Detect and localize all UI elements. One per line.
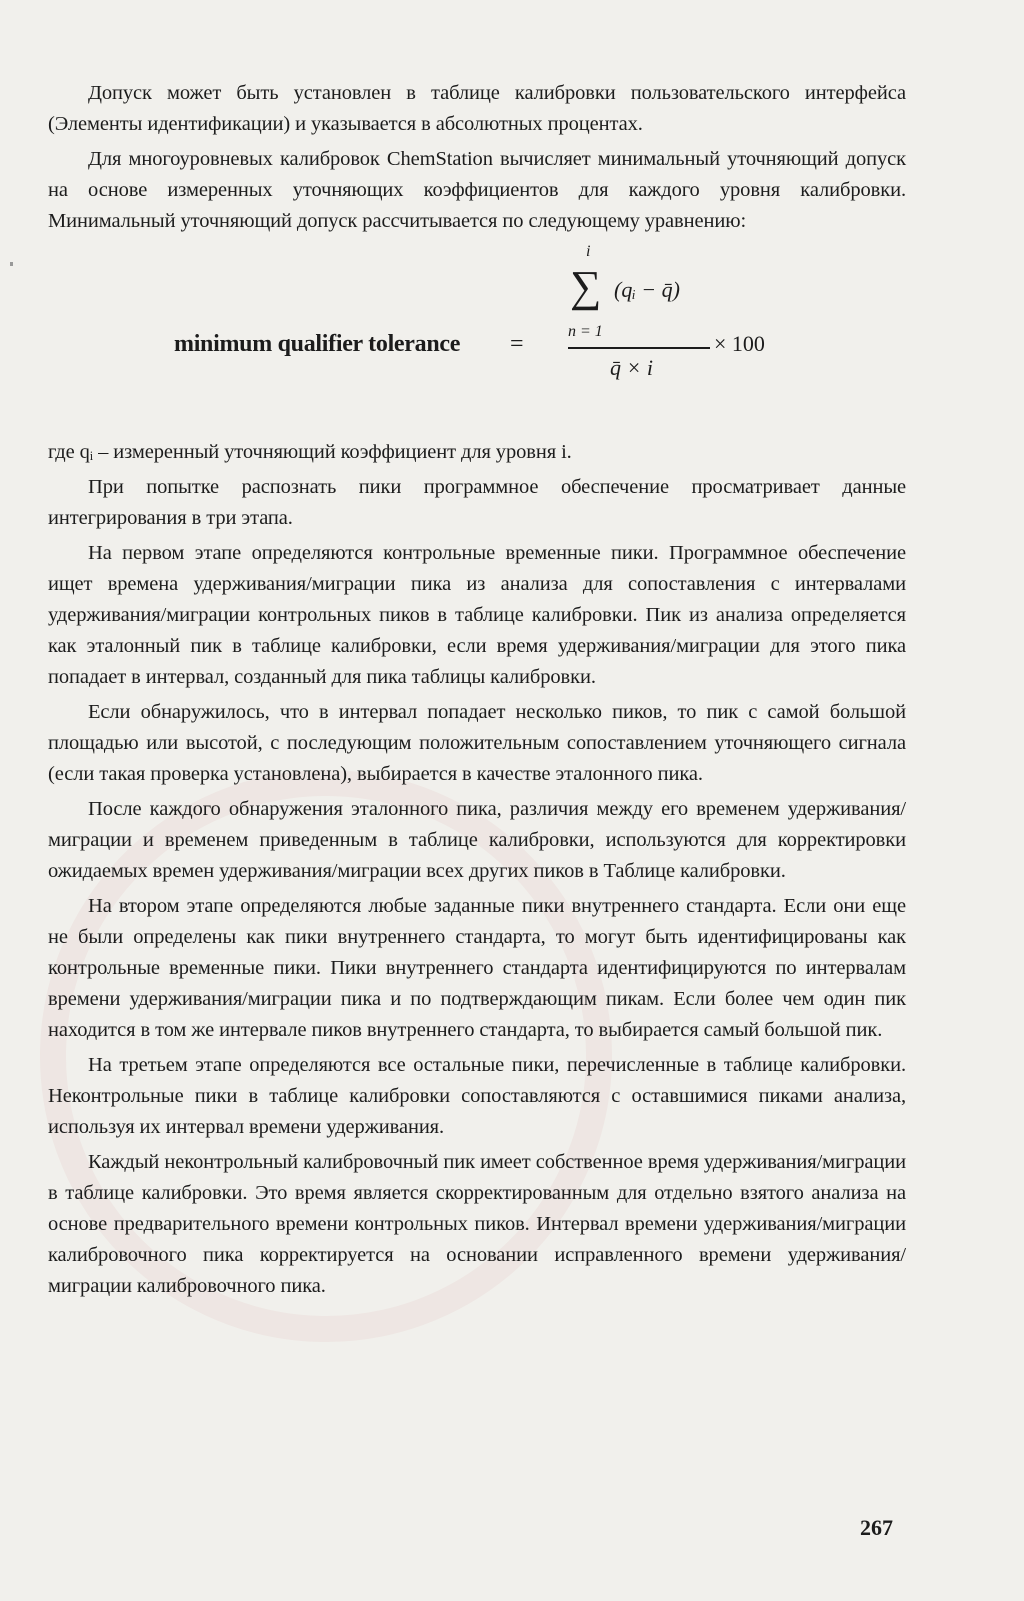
formula-multiplier: × 100: [714, 331, 765, 356]
paragraph-tolerance: Допуск может быть установлен в таблице калибровки пользовательского интерфейса (Элементы идентификации) и указывается в абсолютных процентах.: [48, 82, 906, 135]
margin-mark: [10, 262, 13, 266]
paragraph-reference-correction: После каждого обнаружения эталонного пика, различия между его временем удерживания/миграции и временем приведенным в таблице калибровки, используются для корректировки ожидаемых времен удерживания/миграции всех других пиков в Таблице калибровки.: [48, 798, 906, 882]
paragraph-stage-one: На первом этапе определяются контрольные временные пики. Программное обеспечение ищет времена удерживания/миграции пика из анализа для сопоставления с интервалами удерживания/миграции контрольных пиков в таблице калибровки. Пик из анализа определяется как эталонный пик в таблице калибровки, если время удерживания/миграции для этого пика попадает в интервал, созданный для пика таблицы калибровки.: [48, 542, 906, 688]
formula: [174, 243, 814, 433]
paragraph-multiple-peaks: Если обнаружилось, что в интервал попадает несколько пиков, то пик с самой большой площадью или высотой, с последующим положительным сопоставлением уточняющего сигнала (если такая проверка установлена), выбирается в качестве эталонного пика.: [48, 701, 906, 785]
paragraph-stage-two: На втором этапе определяются любые заданные пики внутреннего стандарта. Если они еще не были определены как пики внутреннего стандарта, то могут быть идентифицированы как контрольные временные пики. Пики внутреннего стандарта идентифицируются по интервалам времени удерживания/миграции пика и по подтверждающим пикам. Если более чем один пик находится в том же интервале пиков внутреннего стандарта, то выбирается самый большой пик.: [48, 895, 906, 1041]
page-number: 267: [860, 1515, 893, 1540]
formula-fraction-line: [568, 347, 710, 349]
paragraph-stages-intro: При попытке распознать пики программное обеспечение просматривает данные интегрирования в три этапа.: [48, 476, 906, 529]
page-content: [48, 78, 906, 1306]
paragraph-noncontrol-peaks: Каждый неконтрольный калибровочный пик имеет собственное время удерживания/миграции в таблице калибровки. Это время является скорректированным для отдельно взятого анализа на основе предварительного времени контрольных пиков. Интервал времени удерживания/миграции калибровочного пика корректируется на основании исправленного времени удерживания/миграции калибровочного пика.: [48, 1151, 906, 1297]
formula-equals: =: [510, 331, 524, 357]
formula-sum-lower: n = 1: [568, 323, 603, 340]
formula-sigma: ∑: [570, 262, 602, 311]
formula-denominator: q̄ × i: [610, 355, 653, 380]
paragraph-multilevel: Для многоуровневых калибровок ChemStation вычисляет минимальный уточняющий допуск на основе измеренных уточняющих коэффициентов для каждого уровня калибровки. Минимальный уточняющий допуск рассчитывается по следующему уравнению:: [48, 148, 906, 232]
paragraph-stage-three: На третьем этапе определяются все остальные пики, перечисленные в таблице калибровки. Неконтрольные пики в таблице калибровки сопоставляются с оставшимися пиками анализа, используя их интервал времени удерживания.: [48, 1054, 906, 1138]
formula-where-line: где qᵢ – измеренный уточняющий коэффициент для уровня i.: [48, 441, 572, 463]
formula-sum-upper: i: [586, 243, 591, 260]
formula-numerator: (qᵢ − q̄): [614, 277, 680, 302]
formula-lhs: minimum qualifier tolerance: [174, 331, 461, 357]
formula-block: [48, 243, 906, 433]
